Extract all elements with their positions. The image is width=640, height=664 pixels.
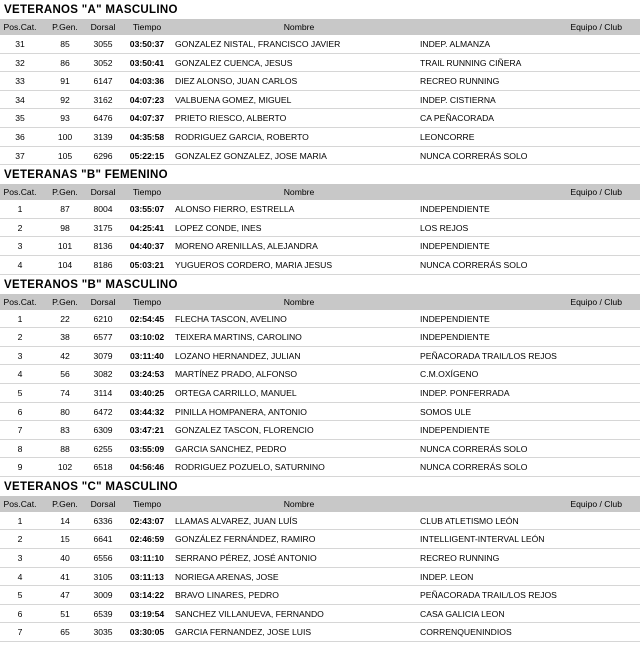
category-title: VETERANOS "C" MASCULINO xyxy=(4,480,178,493)
result-rows xyxy=(0,512,640,642)
cell-dorsal: 3055 xyxy=(93,39,113,49)
cell-dorsal: 6641 xyxy=(93,534,113,545)
cell-dorsal: 6472 xyxy=(93,406,113,417)
cell-time: 03:47:21 xyxy=(129,425,165,436)
cell-club: INDEPENDIENTE xyxy=(420,204,490,215)
cell-dorsal: 3035 xyxy=(93,627,113,638)
cell-name: LOPEZ CONDE, INES xyxy=(175,222,262,233)
category-section xyxy=(0,277,640,477)
cell-name: ALONSO FIERRO, ESTRELLA xyxy=(175,204,295,215)
cell-name: GONZÁLEZ FERNÁNDEZ, RAMIRO xyxy=(175,534,316,545)
header-dorsal: Dorsal xyxy=(90,296,116,307)
column-header-row xyxy=(0,184,640,200)
cell-time: 04:35:58 xyxy=(129,131,165,142)
cell-club: RECREO RUNNING xyxy=(420,553,500,564)
cell-club: TRAIL RUNNING CIÑERA xyxy=(420,57,522,68)
cell-name: MORENO ARENILLAS, ALEJANDRA xyxy=(175,241,318,252)
header-time: Tiempo xyxy=(132,498,162,509)
cell-club: SOMOS ULE xyxy=(420,406,472,417)
cell-pos-cat: 7 xyxy=(17,425,23,436)
cell-dorsal: 3175 xyxy=(93,222,113,233)
cell-time: 02:43:07 xyxy=(129,515,165,526)
cell-pos-gen: 85 xyxy=(60,39,70,49)
cell-dorsal: 3079 xyxy=(93,350,113,361)
cell-time: 02:54:45 xyxy=(129,313,165,324)
cell-time: 03:50:37 xyxy=(129,39,165,49)
cell-name: GARCIA SANCHEZ, PEDRO xyxy=(175,443,287,454)
header-club: Equipo / Club xyxy=(570,296,622,307)
header-time: Tiempo xyxy=(132,187,162,198)
header-name: Nombre xyxy=(283,498,315,509)
cell-pos-gen: 80 xyxy=(60,406,70,417)
table-row xyxy=(0,91,640,110)
cell-time: 04:03:36 xyxy=(129,76,165,87)
cell-pos-cat: 1 xyxy=(17,204,23,215)
header-dorsal: Dorsal xyxy=(90,22,116,32)
cell-dorsal: 3009 xyxy=(93,590,113,601)
cell-pos-gen: 93 xyxy=(60,113,70,124)
table-row xyxy=(0,147,640,166)
cell-name: MARTÍNEZ PRADO, ALFONSO xyxy=(175,369,298,380)
table-row xyxy=(0,623,640,642)
cell-time: 03:10:02 xyxy=(129,332,165,343)
cell-time: 04:56:46 xyxy=(129,462,165,473)
cell-club: INDEP. ALMANZA xyxy=(420,39,491,49)
cell-pos-gen: 42 xyxy=(60,350,70,361)
cell-pos-cat: 6 xyxy=(17,608,23,619)
table-row xyxy=(0,72,640,91)
cell-pos-gen: 41 xyxy=(60,571,70,582)
table-row xyxy=(0,512,640,531)
cell-club: INDEPENDIENTE xyxy=(420,313,490,324)
cell-club: INDEP. CISTIERNA xyxy=(420,94,496,105)
cell-pos-gen: 40 xyxy=(60,553,70,564)
cell-club: NUNCA CORRERÁS SOLO xyxy=(420,259,528,270)
cell-pos-cat: 1 xyxy=(17,313,23,324)
table-row xyxy=(0,347,640,366)
cell-name: BRAVO LINARES, PEDRO xyxy=(175,590,279,601)
cell-club: CLUB ATLETISMO LEÓN xyxy=(420,515,519,526)
cell-pos-cat: 37 xyxy=(15,150,25,161)
header-name: Nombre xyxy=(283,187,315,198)
table-row xyxy=(0,328,640,347)
cell-time: 02:46:59 xyxy=(129,534,165,545)
cell-pos-cat: 35 xyxy=(15,113,25,124)
category-section xyxy=(0,2,640,165)
cell-dorsal: 3162 xyxy=(93,94,113,105)
cell-club: INDEP. LEON xyxy=(420,571,474,582)
cell-club: PEÑACORADA TRAIL/LOS REJOS xyxy=(420,350,557,361)
cell-time: 03:44:32 xyxy=(129,406,165,417)
table-row xyxy=(0,421,640,440)
cell-name: PINILLA HOMPANERA, ANTONIO xyxy=(175,406,307,417)
cell-name: VALBUENA GOMEZ, MIGUEL xyxy=(175,94,292,105)
cell-pos-gen: 86 xyxy=(60,57,70,68)
header-club: Equipo / Club xyxy=(570,187,622,198)
header-club: Equipo / Club xyxy=(570,22,622,32)
table-row xyxy=(0,200,640,219)
category-section xyxy=(0,479,640,642)
cell-club: INDEPENDIENTE xyxy=(420,332,490,343)
cell-club: CASA GALICIA LEON xyxy=(420,608,505,619)
cell-time: 03:14:22 xyxy=(129,590,165,601)
cell-dorsal: 6255 xyxy=(93,443,113,454)
header-pos-gen: P.Gen. xyxy=(52,22,78,32)
cell-dorsal: 6518 xyxy=(93,462,113,473)
cell-dorsal: 8186 xyxy=(93,259,113,270)
cell-dorsal: 6476 xyxy=(93,113,113,124)
cell-pos-cat: 3 xyxy=(17,350,23,361)
table-row xyxy=(0,256,640,275)
header-pos-gen: P.Gen. xyxy=(52,498,78,509)
cell-pos-cat: 1 xyxy=(17,515,23,526)
cell-dorsal: 3105 xyxy=(93,571,113,582)
cell-name: NORIEGA ARENAS, JOSE xyxy=(175,571,279,582)
cell-pos-gen: 51 xyxy=(60,608,70,619)
cell-dorsal: 6556 xyxy=(93,553,113,564)
result-rows xyxy=(0,35,640,165)
header-pos-cat: Pos.Cat. xyxy=(3,498,37,509)
cell-name: LOZANO HERNANDEZ, JULIAN xyxy=(175,350,301,361)
category-title: VETERANAS "B" FEMENINO xyxy=(4,169,168,182)
header-pos-gen: P.Gen. xyxy=(52,296,78,307)
cell-pos-gen: 65 xyxy=(60,627,70,638)
table-row xyxy=(0,440,640,459)
header-dorsal: Dorsal xyxy=(90,498,116,509)
cell-name: RODRIGUEZ POZUELO, SATURNINO xyxy=(175,462,325,473)
cell-dorsal: 6336 xyxy=(93,515,113,526)
cell-name: GONZALEZ CUENCA, JESUS xyxy=(175,57,293,68)
cell-time: 05:03:21 xyxy=(129,259,165,270)
cell-dorsal: 6147 xyxy=(93,76,113,87)
table-row xyxy=(0,403,640,422)
cell-name: SANCHEZ VILLANUEVA, FERNANDO xyxy=(175,608,324,619)
table-row xyxy=(0,549,640,568)
cell-dorsal: 6210 xyxy=(93,313,113,324)
result-rows xyxy=(0,200,640,274)
cell-pos-cat: 5 xyxy=(17,590,23,601)
table-row xyxy=(0,128,640,147)
cell-club: INDEP. PONFERRADA xyxy=(420,387,510,398)
cell-pos-cat: 2 xyxy=(17,222,23,233)
table-row xyxy=(0,384,640,403)
cell-club: CA PEÑACORADA xyxy=(420,113,495,124)
cell-club: LOS REJOS xyxy=(420,222,469,233)
table-row xyxy=(0,365,640,384)
cell-time: 03:55:09 xyxy=(129,443,165,454)
cell-name: GONZALEZ TASCON, FLORENCIO xyxy=(175,425,314,436)
cell-club: CORRENQUENINDIOS xyxy=(420,627,512,638)
cell-pos-cat: 4 xyxy=(17,571,23,582)
cell-pos-gen: 100 xyxy=(57,131,73,142)
cell-name: RODRIGUEZ GARCIA, ROBERTO xyxy=(175,131,309,142)
cell-pos-cat: 33 xyxy=(15,76,25,87)
category-section xyxy=(0,167,640,274)
cell-pos-gen: 38 xyxy=(60,332,70,343)
cell-name: PRIETO RIESCO, ALBERTO xyxy=(175,113,287,124)
cell-dorsal: 8004 xyxy=(93,204,113,215)
cell-time: 03:30:05 xyxy=(129,627,165,638)
cell-dorsal: 6539 xyxy=(93,608,113,619)
cell-name: ORTEGA CARRILLO, MANUEL xyxy=(175,387,297,398)
cell-club: PEÑACORADA TRAIL/LOS REJOS xyxy=(420,590,557,601)
table-row xyxy=(0,458,640,477)
cell-dorsal: 6309 xyxy=(93,425,113,436)
cell-pos-cat: 4 xyxy=(17,369,23,380)
cell-pos-gen: 104 xyxy=(57,259,73,270)
cell-club: INDEPENDIENTE xyxy=(420,425,490,436)
cell-name: SERRANO PÉREZ, JOSÉ ANTONIO xyxy=(175,553,317,564)
cell-pos-gen: 98 xyxy=(60,222,70,233)
cell-pos-cat: 4 xyxy=(17,259,23,270)
category-title: VETERANOS "A" MASCULINO xyxy=(4,4,178,16)
cell-time: 03:55:07 xyxy=(129,204,165,215)
table-row xyxy=(0,237,640,256)
cell-time: 04:25:41 xyxy=(129,222,165,233)
cell-pos-cat: 9 xyxy=(17,462,23,473)
column-header-row xyxy=(0,294,640,310)
table-row xyxy=(0,586,640,605)
cell-dorsal: 6296 xyxy=(93,150,113,161)
cell-name: TEIXERA MARTINS, CAROLINO xyxy=(175,332,302,343)
cell-time: 04:07:23 xyxy=(129,94,165,105)
cell-time: 03:11:40 xyxy=(130,350,164,361)
header-time: Tiempo xyxy=(132,296,162,307)
cell-dorsal: 3082 xyxy=(93,369,113,380)
cell-time: 03:24:53 xyxy=(129,369,165,380)
header-pos-cat: Pos.Cat. xyxy=(3,187,37,198)
table-row xyxy=(0,530,640,549)
cell-time: 03:11:13 xyxy=(130,571,164,582)
cell-dorsal: 3114 xyxy=(93,387,113,398)
cell-name: YUGUEROS CORDERO, MARIA JESUS xyxy=(175,259,333,270)
column-header-row xyxy=(0,496,640,512)
cell-club: RECREO RUNNING xyxy=(420,76,500,87)
cell-name: FLECHA TASCON, AVELINO xyxy=(175,313,287,324)
cell-pos-gen: 74 xyxy=(60,387,70,398)
cell-name: GONZALEZ GONZALEZ, JOSE MARIA xyxy=(175,150,327,161)
cell-club: NUNCA CORRERÁS SOLO xyxy=(420,443,528,454)
cell-name: GONZALEZ NISTAL, FRANCISCO JAVIER xyxy=(175,39,341,49)
cell-pos-cat: 3 xyxy=(17,553,23,564)
cell-dorsal: 3052 xyxy=(93,57,113,68)
cell-time: 04:07:37 xyxy=(129,113,165,124)
cell-pos-cat: 7 xyxy=(17,627,23,638)
cell-club: C.M.OXÍGENO xyxy=(420,369,479,380)
table-row xyxy=(0,109,640,128)
cell-pos-gen: 92 xyxy=(60,94,70,105)
header-name: Nombre xyxy=(283,296,315,307)
header-pos-cat: Pos.Cat. xyxy=(3,22,37,32)
cell-pos-gen: 56 xyxy=(60,369,70,380)
cell-time: 05:22:15 xyxy=(129,150,165,161)
header-club: Equipo / Club xyxy=(570,498,622,509)
cell-pos-cat: 6 xyxy=(17,406,23,417)
cell-club: LEONCORRE xyxy=(420,131,475,142)
cell-pos-gen: 91 xyxy=(60,76,70,87)
cell-club: NUNCA CORRERÁS SOLO xyxy=(420,462,528,473)
header-time: Tiempo xyxy=(132,22,162,32)
cell-pos-gen: 105 xyxy=(57,150,73,161)
header-pos-gen: P.Gen. xyxy=(52,187,78,198)
header-dorsal: Dorsal xyxy=(90,187,116,198)
cell-name: GARCIA FERNANDEZ, JOSE LUIS xyxy=(175,627,312,638)
cell-time: 03:50:41 xyxy=(129,57,165,68)
results-document xyxy=(0,2,640,642)
cell-pos-gen: 15 xyxy=(60,534,70,545)
cell-pos-gen: 83 xyxy=(60,425,70,436)
cell-dorsal: 6577 xyxy=(93,332,113,343)
header-pos-cat: Pos.Cat. xyxy=(3,296,37,307)
cell-pos-gen: 102 xyxy=(57,462,73,473)
cell-time: 03:11:10 xyxy=(130,553,164,564)
cell-pos-cat: 5 xyxy=(17,387,23,398)
cell-pos-cat: 34 xyxy=(15,94,25,105)
cell-time: 03:19:54 xyxy=(129,608,165,619)
column-header-row xyxy=(0,19,640,35)
cell-pos-gen: 87 xyxy=(60,204,70,215)
cell-pos-gen: 14 xyxy=(60,515,70,526)
cell-pos-cat: 3 xyxy=(17,241,23,252)
cell-name: LLAMAS ALVAREZ, JUAN LUÍS xyxy=(175,515,298,526)
table-row xyxy=(0,35,640,54)
table-row xyxy=(0,605,640,624)
cell-pos-cat: 2 xyxy=(17,332,23,343)
cell-name: DIEZ ALONSO, JUAN CARLOS xyxy=(175,76,298,87)
table-row xyxy=(0,310,640,329)
cell-pos-gen: 47 xyxy=(60,590,70,601)
cell-pos-gen: 101 xyxy=(57,241,73,252)
cell-pos-gen: 22 xyxy=(60,313,70,324)
cell-pos-cat: 32 xyxy=(15,57,25,68)
cell-dorsal: 8136 xyxy=(93,241,113,252)
cell-pos-cat: 2 xyxy=(17,534,23,545)
table-row xyxy=(0,568,640,587)
cell-time: 04:40:37 xyxy=(129,241,165,252)
cell-pos-cat: 8 xyxy=(17,443,23,454)
cell-pos-cat: 36 xyxy=(15,131,25,142)
cell-dorsal: 3139 xyxy=(93,131,113,142)
cell-club: INTELLIGENT-INTERVAL LEÓN xyxy=(420,534,545,545)
header-name: Nombre xyxy=(283,22,315,32)
table-row xyxy=(0,54,640,73)
cell-club: NUNCA CORRERÁS SOLO xyxy=(420,150,528,161)
cell-pos-gen: 88 xyxy=(60,443,70,454)
cell-time: 03:40:25 xyxy=(129,387,165,398)
cell-club: INDEPENDIENTE xyxy=(420,241,490,252)
category-title: VETERANOS "B" MASCULINO xyxy=(4,278,178,291)
result-rows xyxy=(0,310,640,477)
table-row xyxy=(0,219,640,238)
cell-pos-cat: 31 xyxy=(15,39,25,49)
